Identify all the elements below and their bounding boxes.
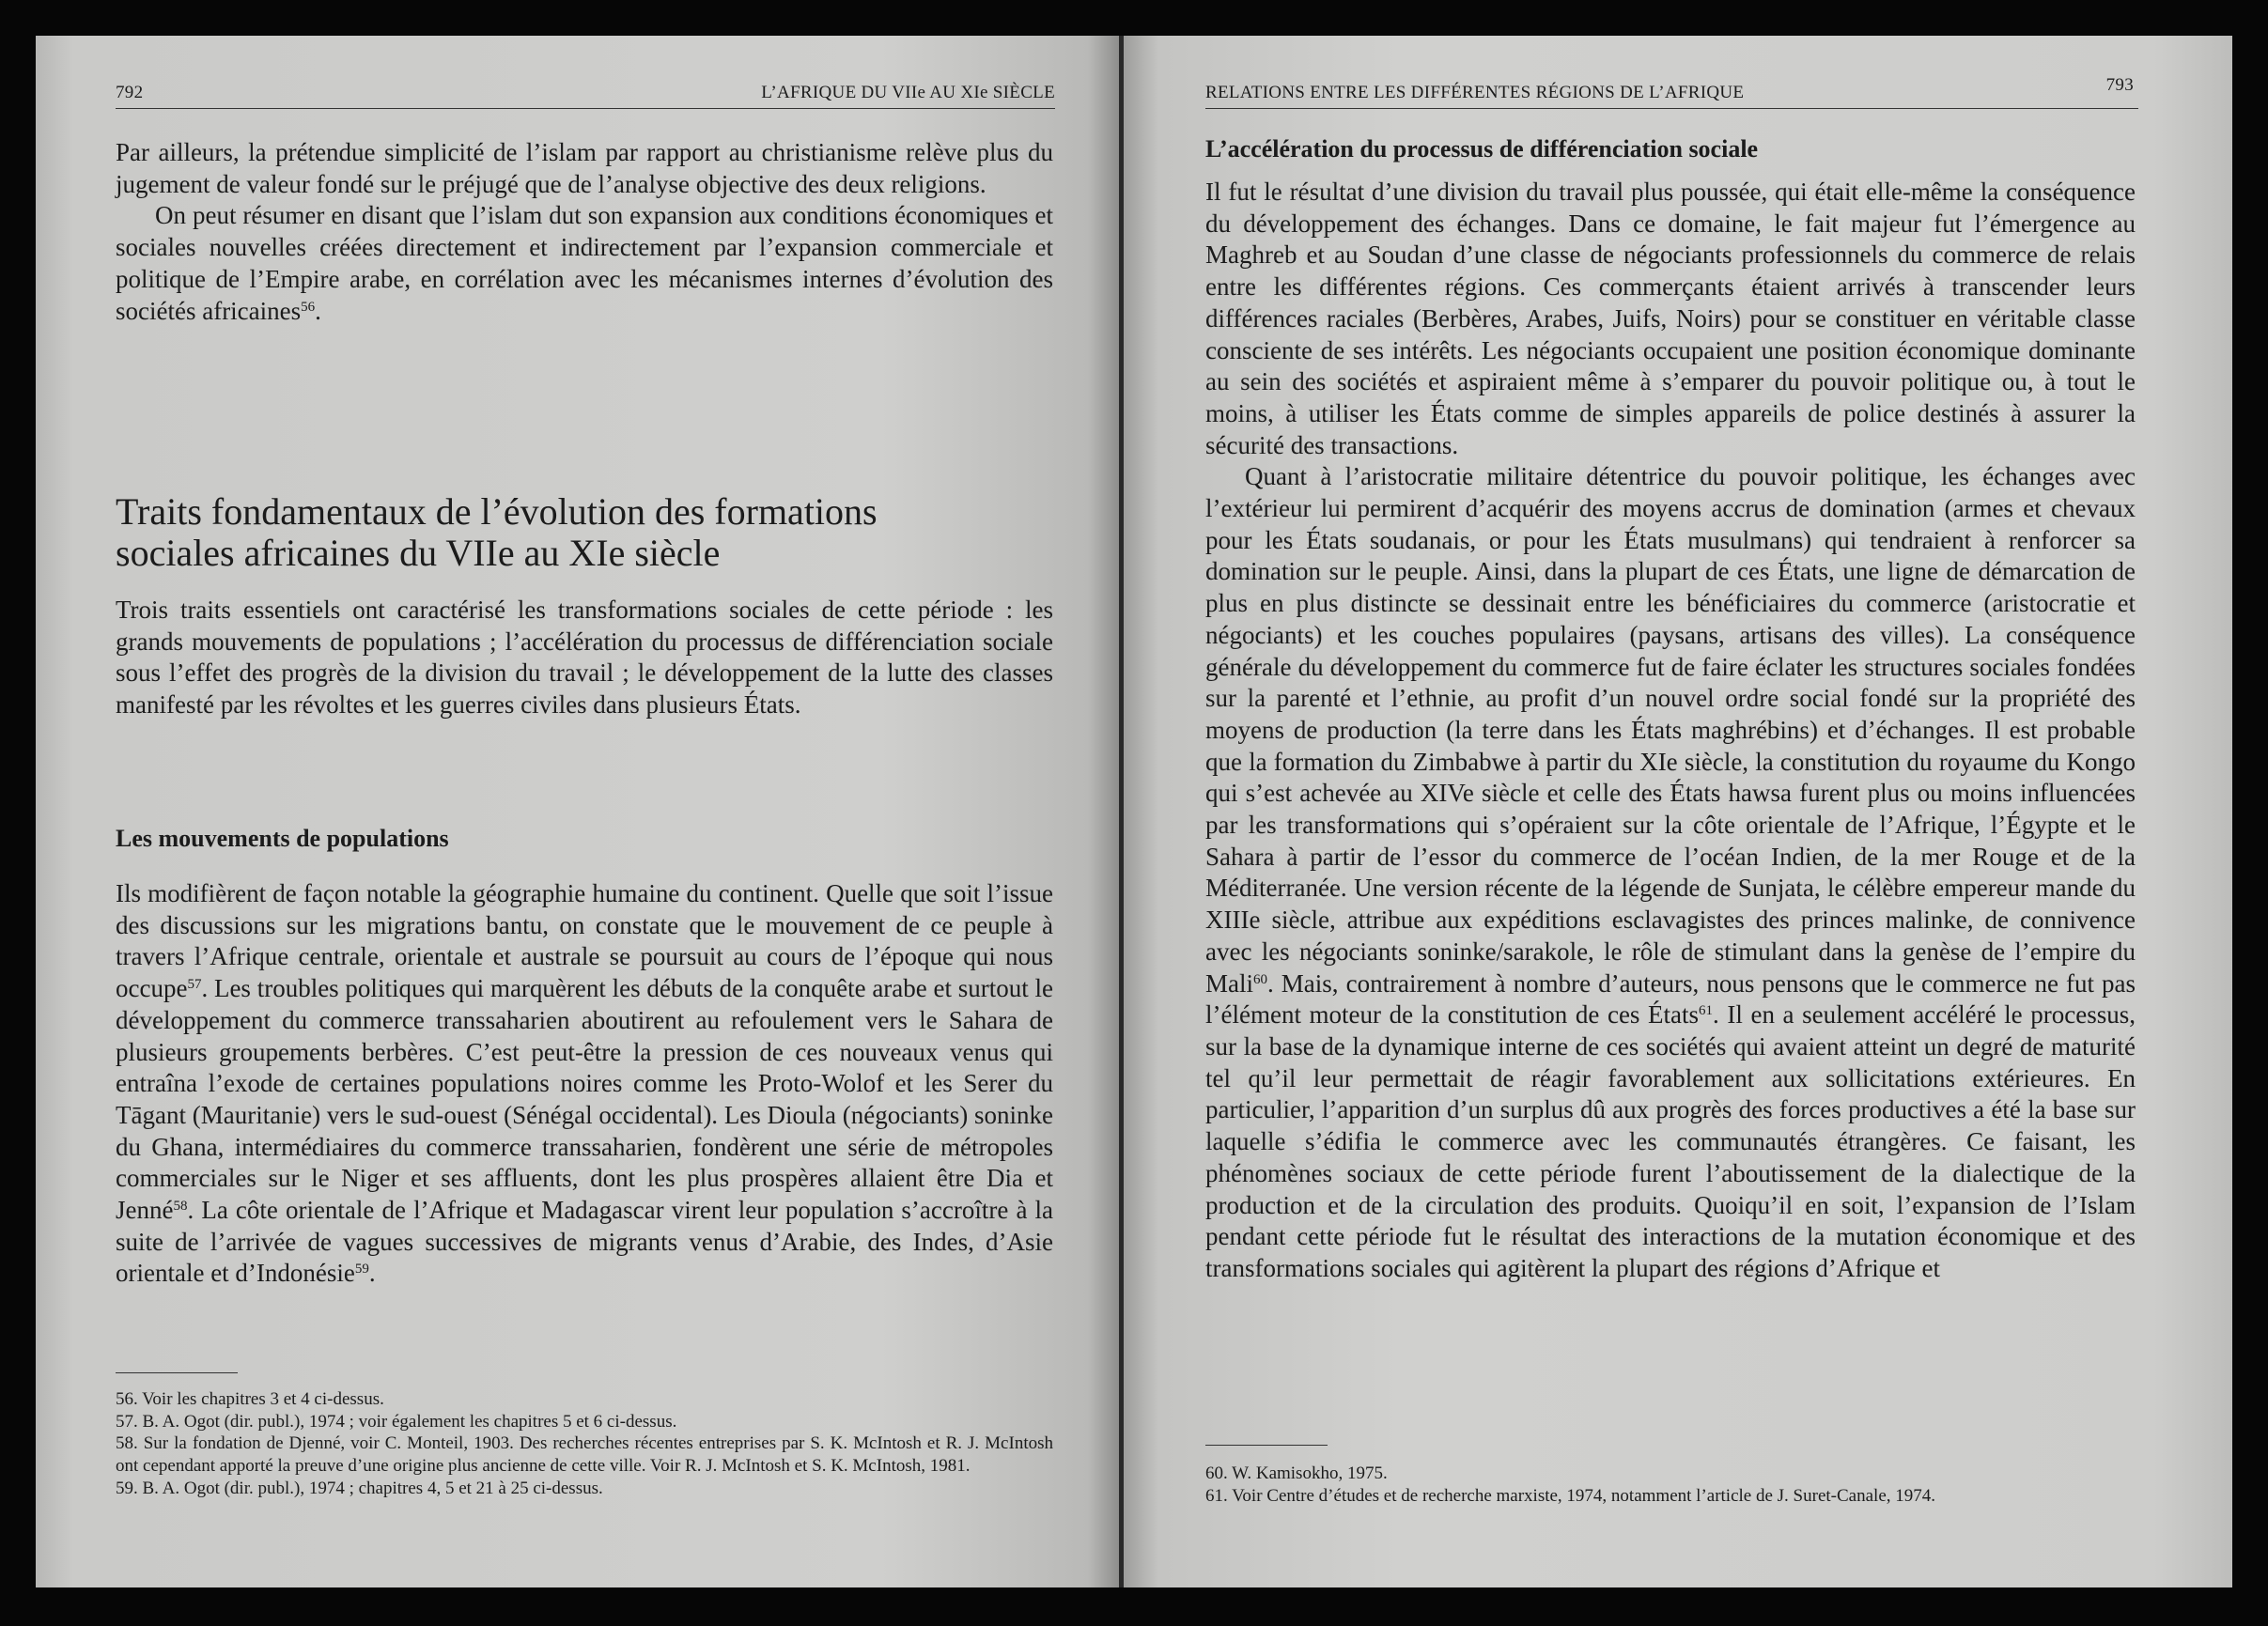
footnote-ref: 56 — [301, 299, 316, 315]
paragraph — [116, 878, 1053, 1290]
book-gutter — [1119, 36, 1124, 1587]
left-page-number: 792 — [116, 83, 144, 102]
footnote-ref: 59 — [354, 1262, 369, 1278]
section-title-line: Traits fondamentaux de l’évolution des formations — [116, 490, 878, 533]
paragraph: Il fut le résultat d’une division du travail plus poussée, qui était elle-même la conséquence du développement des échanges. Dans ce domaine, le fait majeur fut l’émergence au Maghreb et au Soudan d’une classe de négociants professionnels du commerce de relais entre les différentes régions. Ces commerçants étaient arrivés à transcender leurs différences raciales (Berbères, Arabes, Juifs, Noirs) pour se constituer en véritable classe consciente de ses intérêts. Les négociants occupaient une position économique dominante au sein des sociétés et aspiraient même à s’emparer du pouvoir politique ou, à tout le moins, à utiliser les États comme de simples appareils de police destinés à assurer la sécurité des transactions. — [1205, 178, 2136, 459]
footnote-ref: 60 — [1253, 971, 1267, 987]
left-running-head — [116, 83, 1055, 109]
paragraph-text: Ils modifièrent de façon notable la géographie humaine du continent. Quelle que soit l’issue des discussions sur les migrations bantu, on constate que le mouvement de ce peuple à travers l’Afrique centrale, orientale et australe se poursuit au cours de l’époque qui nous occupe — [116, 879, 1053, 1003]
book-spread — [36, 36, 2232, 1587]
subheading: Les mouvements de populations — [116, 825, 449, 852]
footnote-ref: 61 — [1699, 1003, 1714, 1019]
right-running-head — [1205, 75, 2138, 109]
right-page-number: 793 — [2105, 75, 2134, 95]
footnote: 60. W. Kamisokho, 1975. — [1205, 1463, 1388, 1483]
footnote: 61. Voir Centre d’études et de recherche marxiste, 1974, notamment l’article de J. Suret-Canale, 1974. — [1205, 1485, 1935, 1506]
left-page — [36, 36, 1121, 1587]
paragraph — [116, 200, 1053, 327]
footnote-rule — [116, 1372, 238, 1373]
paragraph-text: . Les troubles politiques qui marquèrent les débuts de la conquête arabe et surtout le développement du commerce transsaharien aboutirent au refoulement vers le Sahara de plusieurs groupements berbères. C’est peut-être la pression de ces nouveaux venus qui entraîna l’exode de certaines populations noires comme les Proto-Wolof et les Serer du Tāgant (Mauritanie) vers le sud-ouest (Sénégal occidental). Les Dioula (négociants) soninke du Ghana, intermédiaires du commerce transsaharien, fondèrent une série de métropoles commerciales sur le Niger et ses affluents, dont les plus prospères allaient être Dia et Jenné — [116, 974, 1053, 1225]
subheading: L’accélération du processus de différenciation sociale — [1205, 135, 1759, 163]
left-intro-text — [116, 137, 1053, 327]
footnote: 59. B. A. Ogot (dir. publ.), 1974 ; chapitres 4, 5 et 21 à 25 ci-dessus. — [116, 1478, 603, 1498]
paragraph: Par ailleurs, la prétendue simplicité de l’islam par rapport au christianisme relève plus du jugement de valeur fondé sur le préjugé que de l’analyse objective des deux religions. — [116, 138, 1053, 198]
paragraph-text: . Mais, contrairement à nombre d’auteurs, nous pensons que le commerce ne fut pas l’élément moteur de la constitution de ces États — [1205, 968, 2136, 1030]
footnote-ref: 58 — [173, 1199, 188, 1215]
left-section-intro — [116, 595, 1053, 721]
paragraph-text: On peut résumer en disant que l’islam dut son expansion aux conditions économiques et sociales nouvelles créées directement et indirectement par l’expansion commerciale et politique de l’Empire arabe, en corrélation avec les mécanismes internes d’évolution des sociétés africaines — [116, 201, 1053, 325]
footnote: 58. Sur la fondation de Djenné, voir C. Monteil, 1903. Des recherches récentes entreprises par S. K. McIntosh et R. J. McIntosh ont cependant apporté la preuve d’une origine plus ancienne de cette ville. Voir R. J. McIntosh et S. K. McIntosh, 1981. — [116, 1433, 1053, 1477]
right-body-text — [1205, 177, 2136, 1285]
footnote-ref: 57 — [187, 977, 202, 993]
paragraph-text: . — [368, 1259, 376, 1288]
paragraph — [1205, 461, 2136, 1284]
right-page — [1121, 36, 2232, 1587]
paragraph-text: Quant à l’aristocratie militaire détentrice du pouvoir politique, les échanges avec l’extérieur lui permirent d’acquérir des moyens accrus de domination (armes et chevaux pour les États soudanais, or pour les États musulmans) qui tendraient à renforcer sa domination sur le peuple. Ainsi, dans la plupart de ces États, une ligne de démarcation de plus en plus distincte se dessinait entre les bénéficiaires du commerce (aristocratie et négociants) et les couches populaires (paysans, artisans des villes). La conséquence générale du développement du commerce fut de faire éclater les structures sociales fondées sur la parenté et l’ethnie, au profit d’un nouvel ordre social fondé sur la propriété des moyens de production (la terre dans les États maghrébins) et d’échanges. Il est probable que la formation du Zimbabwe à partir du XIe siècle, la constitution du royaume du Kongo qui s’est achevée au XIVe siècle et celle des États hawsa furent plus ou moins influencées par les transformations qui s’opéraient sur la côte orientale de l’Afrique, l’Égypte et le Sahara à partir de l’essor du commerce de l’océan Indien, de la mer Rouge et de la Méditerranée. Une version récente de la légende de Sunjata, le célèbre empereur mande du XIIIe siècle, attribue aux expéditions esclavagistes des princes malinke, de connivence avec les négociants soninke/sarakole, le rôle de stimulant dans la genèse de l’empire du Mali — [1205, 462, 2136, 998]
paragraph-text: . Il en a seulement accéléré le processus, sur la base de la dynamique interne de ces sociétés qui avaient atteint un degré de maturité tel qu’il leur permettait de réagir favorablement aux sollicitations extérieures. En particulier, l’apparition d’un surplus dû aux progrès des forces productives a été la base sur laquelle s’édifia le commerce avec les communautés étrangères. Ce faisant, les phénomènes sociaux de cette période furent l’aboutissement de la dialectique de la production et de la circulation des produits. Quoiqu’il en soit, l’expansion de l’Islam pendant cette période fut le résultat des interactions de la mutation économique et des transformations sociales qui agitèrent la plupart des régions d’Afrique et — [1205, 1000, 2136, 1282]
section-title-line: sociales africaines du VIIe au XIe siècle — [116, 532, 721, 574]
right-running-title: RELATIONS ENTRE LES DIFFÉRENTES RÉGIONS DE L’AFRIQUE — [1205, 83, 1745, 102]
footnote-rule — [1205, 1445, 1328, 1446]
left-footnotes — [116, 1388, 1053, 1500]
right-footnotes — [1205, 1463, 2136, 1507]
paragraph: Trois traits essentiels ont caractérisé les transformations sociales de cette période : les grands mouvements de populations ; l’accélération du processus de différenciation sociale sous l’effet des progrès de la division du travail ; le développement de la lutte des classes manifesté par les révoltes et les guerres civiles dans plusieurs États. — [116, 596, 1053, 720]
left-running-title: L’AFRIQUE DU VIIe AU XIe SIÈCLE — [761, 83, 1055, 102]
footnote: 57. B. A. Ogot (dir. publ.), 1974 ; voir également les chapitres 5 et 6 ci-dessus. — [116, 1411, 677, 1432]
left-body-text — [116, 878, 1053, 1290]
paragraph-text: . — [315, 296, 321, 325]
section-title — [116, 491, 1055, 574]
footnote: 56. Voir les chapitres 3 et 4 ci-dessus. — [116, 1389, 384, 1409]
paragraph-text: . La côte orientale de l’Afrique et Madagascar virent leur population s’accroître à la suite de l’arrivée de vagues successives de migrants venus d’Arabie, des Indes, d’Asie orientale et d’Indonésie — [116, 1196, 1053, 1288]
